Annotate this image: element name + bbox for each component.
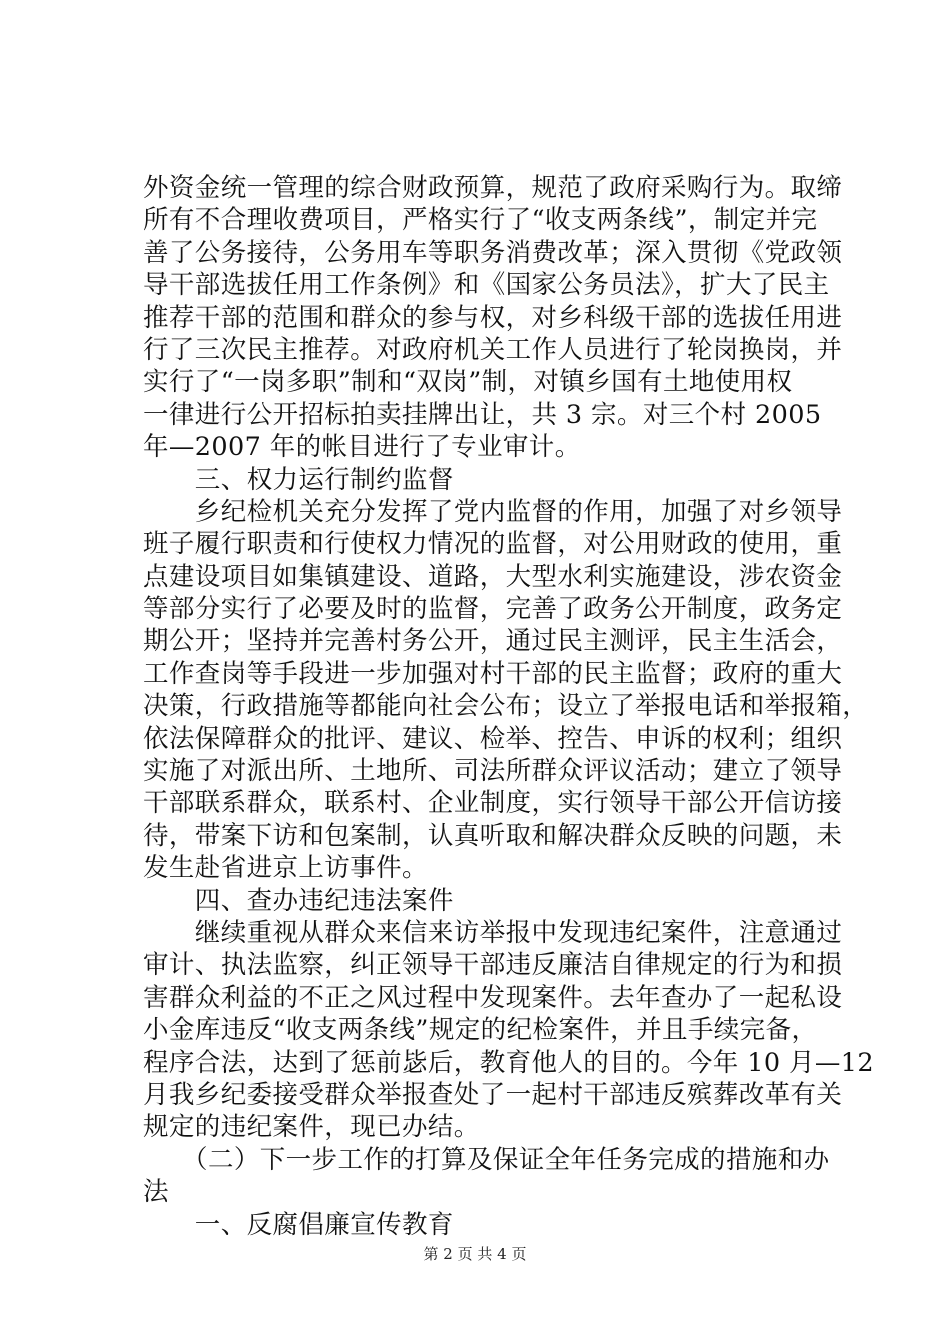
document-body: [143, 172, 875, 1241]
text-line: 行了三次民主推荐。对政府机关工作人员进行了轮岗换岗，并: [143, 334, 843, 365]
text-line: 审计、执法监察，纠正领导干部违反廉洁自律规定的行为和损: [143, 950, 843, 981]
text-line: 所有不合理收费项目，严格实行了“收支两条线”，制定并完: [143, 205, 818, 236]
text-line: 乡纪检机关充分发挥了党内监督的作用，加强了对乡领导: [143, 496, 843, 527]
text-line: 继续重视从群众来信来访举报中发现违纪案件，注意通过: [143, 917, 843, 948]
text-line: 干部联系群众，联系村、企业制度，实行领导干部公开信访接: [143, 788, 843, 819]
text-line: 善了公务接待，公务用车等职务消费改革；深入贯彻《党政领: [143, 237, 843, 268]
text-line: 工作查岗等手段进一步加强对村干部的民主监督；政府的重大: [143, 658, 843, 689]
text-line: 待，带案下访和包案制，认真听取和解决群众反映的问题，未: [143, 820, 843, 851]
text-line: 期公开；坚持并完善村务公开，通过民主测评，民主生活会，: [143, 626, 843, 657]
text-line: 法: [143, 1177, 169, 1208]
section-heading: 一、反腐倡廉宣传教育: [143, 1209, 454, 1240]
text-line: 规定的违纪案件，现已办结。: [143, 1112, 480, 1143]
text-line: 点建设项目如集镇建设、道路，大型水利实施建设，涉农资金: [143, 561, 843, 592]
text-line: 实施了对派出所、土地所、司法所群众评议活动；建立了领导: [143, 756, 843, 787]
text-line: 外资金统一管理的综合财政预算，规范了政府采购行为。取缔: [143, 173, 843, 203]
page-number-footer: 第 2 页 共 4 页: [423, 1245, 527, 1263]
section-heading: 四、查办违纪违法案件: [143, 885, 454, 916]
text-line: 等部分实行了必要及时的监督，完善了政务公开制度，政务定: [143, 594, 843, 625]
text-line: 发生赴省进京上访事件。: [143, 853, 428, 884]
text-line: 实行了“一岗多职”制和“双岗”制，对镇乡国有土地使用权: [143, 367, 793, 398]
text-line: 一律进行公开招标拍卖挂牌出让，共 3 宗。对三个村 2005: [143, 399, 822, 430]
text-line: 程序合法，达到了惩前毖后，教育他人的目的。今年 10 月—12: [143, 1047, 875, 1078]
text-line: 月我乡纪委接受群众举报查处了一起村干部违反殡葬改革有关: [143, 1079, 843, 1110]
text-line: 小金库违反“收支两条线”规定的纪检案件，并且手续完备，: [143, 1015, 818, 1046]
section-heading: 三、权力运行制约监督: [143, 464, 454, 495]
text-line: 年—2007 年的帐目进行了专业审计。: [143, 432, 581, 463]
text-line: 害群众利益的不正之风过程中发现案件。去年查办了一起私设: [143, 982, 843, 1013]
text-line: 班子履行职责和行使权力情况的监督，对公用财政的使用，重: [143, 529, 843, 560]
text-line: 推荐干部的范围和群众的参与权，对乡科级干部的选拔任用进: [143, 302, 843, 333]
text-line: 决策，行政措施等都能向社会公布；设立了举报电话和举报箱，: [143, 691, 869, 722]
text-line: 依法保障群众的批评、建议、检举、控告、申诉的权利；组织: [143, 723, 843, 754]
section-heading: （二）下一步工作的打算及保证全年任务完成的措施和办: [143, 1144, 830, 1175]
text-line: 导干部选拔任用工作条例》和《国家公务员法》，扩大了民主: [143, 270, 830, 301]
